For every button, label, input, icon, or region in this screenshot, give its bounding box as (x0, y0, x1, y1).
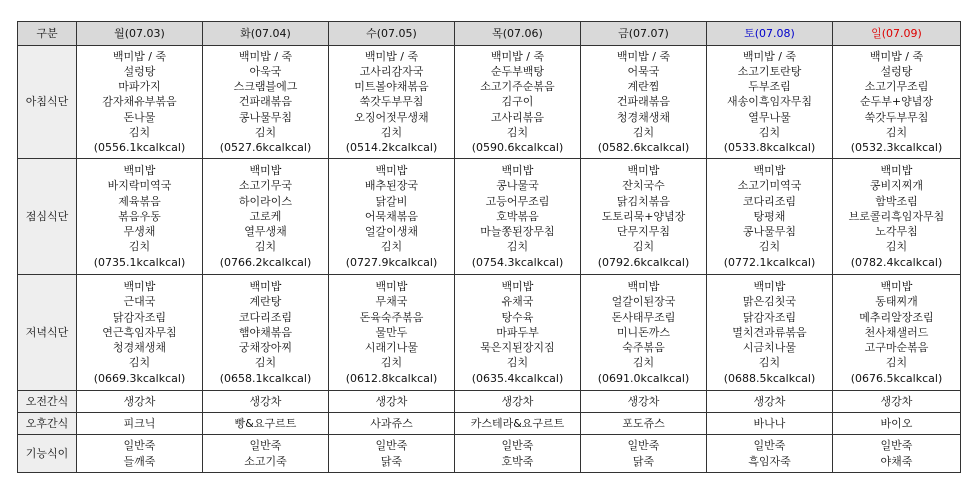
menu-item: 김치 (506, 240, 529, 254)
menu-item: 쑥갓두부무침 (359, 95, 424, 109)
menu-item: 일반죽 (249, 439, 282, 453)
menu-item: 메추리알장조림 (859, 310, 934, 324)
menu-cell (833, 275, 961, 391)
menu-item: (0688.5kcalkcal) (723, 371, 816, 385)
menu-cell (707, 46, 833, 159)
menu-item: 일반죽 (123, 439, 156, 453)
menu-item: 두부조림 (748, 80, 791, 94)
menu-item: 소고기주순볶음 (480, 80, 555, 94)
menu-item: 돈육숙주볶음 (359, 310, 424, 324)
menu-item: 백미밥 (880, 280, 913, 294)
row-label: 기능식이 (18, 435, 77, 473)
menu-item: 닭갈비 (375, 194, 408, 208)
menu-item: 김치 (254, 125, 277, 139)
menu-item: 함박조림 (875, 194, 918, 208)
menu-item: 소고기무조림 (864, 80, 929, 94)
menu-item: 물만두 (375, 325, 408, 339)
menu-cell (581, 391, 707, 413)
menu-item: 피크닉 (123, 416, 156, 430)
menu-item: (0635.4kcalkcal) (471, 371, 564, 385)
menu-item: 김치 (128, 125, 151, 139)
menu-cell (77, 435, 203, 473)
menu-cell (329, 159, 455, 275)
menu-item: 김치 (254, 240, 277, 254)
lunch-row (18, 159, 961, 275)
menu-cell (455, 413, 581, 435)
menu-item: 생강차 (501, 394, 534, 408)
menu-item: 백미밥 (501, 164, 534, 178)
menu-item: 김치 (632, 356, 655, 370)
menu-item: 무생채 (123, 225, 156, 239)
menu-cell (833, 46, 961, 159)
menu-item: 오징어젓무생채 (354, 110, 429, 124)
menu-item: 햄야채볶음 (238, 325, 293, 339)
menu-item: 생강차 (249, 394, 282, 408)
menu-item: 무채국 (375, 295, 408, 309)
menu-cell (707, 413, 833, 435)
menu-item: 들깨죽 (123, 454, 156, 468)
menu-item: 어묵국 (627, 64, 660, 78)
menu-item: 김치 (885, 356, 908, 370)
menu-cell (455, 46, 581, 159)
menu-cell (329, 435, 455, 473)
menu-item: 아욱국 (249, 64, 282, 78)
menu-item: 김치 (380, 125, 403, 139)
header-row (18, 22, 961, 46)
menu-item: 제육볶음 (118, 194, 161, 208)
menu-item: 백미밥 (375, 280, 408, 294)
menu-item: (0782.4kcalkcal) (850, 255, 943, 269)
menu-item: 동태찌개 (875, 295, 918, 309)
menu-item: 김치 (632, 240, 655, 254)
menu-item: 일반죽 (375, 439, 408, 453)
menu-cell (329, 391, 455, 413)
menu-item: 백미밥 / 죽 (616, 49, 671, 63)
menu-item: 순두부+양념장 (860, 95, 933, 109)
menu-item: 백미밥 (375, 164, 408, 178)
menu-item: 김치 (758, 125, 781, 139)
menu-item: 잔치국수 (622, 179, 665, 193)
menu-item: 고등어무조림 (485, 194, 550, 208)
special-diet-row (18, 435, 961, 473)
menu-item: 계란찜 (627, 80, 660, 94)
menu-item: 열무생채 (244, 225, 287, 239)
menu-item: 미트볼야채볶음 (354, 80, 429, 94)
menu-item: 백미밥 (753, 280, 786, 294)
menu-item: 고사리볶음 (490, 110, 545, 124)
menu-item: 일반죽 (880, 439, 913, 453)
menu-item: 콩비지찌개 (869, 179, 924, 193)
menu-item: 브로콜리흑임자무침 (848, 209, 945, 223)
menu-item: 설렁탕 (123, 64, 156, 78)
menu-item: 김치 (128, 240, 151, 254)
menu-item: 김치 (758, 356, 781, 370)
menu-item: 백미밥 (753, 164, 786, 178)
menu-item: (0533.8kcalkcal) (723, 141, 816, 154)
menu-item: 호박볶음 (496, 209, 539, 223)
menu-item: 시금치나물 (742, 341, 797, 355)
row-label: 오전간식 (18, 391, 77, 413)
menu-item: 소고기토란탕 (737, 64, 802, 78)
menu-item: 숙주볶음 (622, 341, 665, 355)
day-header-mon: 월(07.03) (77, 22, 203, 46)
menu-cell (581, 46, 707, 159)
menu-cell (455, 435, 581, 473)
menu-item: 호박죽 (501, 454, 534, 468)
menu-item: 마파두부 (496, 325, 539, 339)
menu-cell (833, 159, 961, 275)
menu-item: 소고기죽 (244, 454, 287, 468)
menu-item: 건파래볶음 (238, 95, 293, 109)
menu-cell (77, 275, 203, 391)
menu-item: 돈사태무조림 (611, 310, 676, 324)
menu-item: 사과쥬스 (370, 416, 413, 430)
menu-cell (581, 413, 707, 435)
menu-item: 백미밥 / 죽 (238, 49, 293, 63)
menu-item: 백미밥 / 죽 (112, 49, 167, 63)
menu-item: 콩나물국 (496, 179, 539, 193)
row-label: 아침식단 (18, 46, 77, 159)
menu-item: 김치 (632, 125, 655, 139)
menu-item: 백미밥 / 죽 (869, 49, 924, 63)
weekly-meal-table (17, 21, 961, 473)
menu-item: 김구이 (501, 95, 534, 109)
day-header-sat: 토(07.08) (707, 22, 833, 46)
menu-item: 김치 (128, 356, 151, 370)
menu-item: (0658.1kcalkcal) (219, 371, 312, 385)
menu-item: 멸치견과류볶음 (732, 325, 807, 339)
menu-item: 고로케 (249, 209, 282, 223)
menu-item: 소고기미역국 (737, 179, 802, 193)
menu-cell (455, 275, 581, 391)
menu-item: (0691.0kcalkcal) (597, 371, 690, 385)
menu-item: 코다리조림 (238, 310, 293, 324)
menu-item: 도토리묵+양념장 (601, 209, 686, 223)
menu-cell (203, 46, 329, 159)
menu-cell (77, 159, 203, 275)
menu-item: 김치 (506, 356, 529, 370)
menu-item: 천사채샐러드 (864, 325, 929, 339)
menu-item: 새송이흑임자무침 (726, 95, 812, 109)
menu-cell (707, 159, 833, 275)
breakfast-row (18, 46, 961, 159)
menu-item: 건파래볶음 (616, 95, 671, 109)
menu-item: 백미밥 (880, 164, 913, 178)
menu-item: 백미밥 (627, 164, 660, 178)
menu-item: 돈나물 (123, 110, 156, 124)
menu-item: 마파가지 (118, 80, 161, 94)
menu-item: 고사리감자국 (359, 64, 424, 78)
menu-item: 김치 (758, 240, 781, 254)
menu-item: 코다리조림 (742, 194, 797, 208)
menu-item: (0612.8kcalkcal) (345, 371, 438, 385)
menu-item: 감자채유부볶음 (102, 95, 177, 109)
menu-item: 김치 (380, 356, 403, 370)
menu-item: 시래기나물 (364, 341, 419, 355)
menu-item: 흑임자죽 (748, 454, 791, 468)
menu-item: (0676.5kcalkcal) (850, 371, 943, 385)
menu-cell (455, 159, 581, 275)
menu-item: 노각무침 (875, 225, 918, 239)
menu-item: 궁채장아찌 (238, 341, 293, 355)
menu-item: 설렁탕 (880, 64, 913, 78)
menu-cell (329, 413, 455, 435)
menu-item: 얼갈이된장국 (611, 295, 676, 309)
menu-item: 탕평채 (753, 209, 786, 223)
menu-item: 생강차 (753, 394, 786, 408)
menu-item: (0754.3kcalkcal) (471, 255, 564, 269)
menu-item: 백미밥 (123, 280, 156, 294)
menu-item: 닭김치볶음 (616, 194, 671, 208)
menu-item: (0766.2kcalkcal) (219, 255, 312, 269)
menu-item: 생강차 (627, 394, 660, 408)
menu-item: 닭죽 (380, 454, 403, 468)
menu-item: 쑥갓두부무침 (864, 110, 929, 124)
menu-cell (707, 435, 833, 473)
menu-item: 어묵채볶음 (364, 209, 419, 223)
menu-item: 카스테라&요구르트 (470, 416, 565, 430)
menu-item: 백미밥 (627, 280, 660, 294)
menu-item: 백미밥 (123, 164, 156, 178)
menu-item: 포도쥬스 (622, 416, 665, 430)
menu-item: 김치 (885, 125, 908, 139)
menu-item: 백미밥 / 죽 (742, 49, 797, 63)
menu-item: 순두부백탕 (490, 64, 545, 78)
menu-item: 연근흑임자무침 (102, 325, 177, 339)
menu-item: 탕수육 (501, 310, 534, 324)
menu-item: 닭감자조림 (742, 310, 797, 324)
menu-cell (203, 391, 329, 413)
menu-item: 생강차 (123, 394, 156, 408)
menu-cell (707, 275, 833, 391)
menu-item: 근대국 (123, 295, 156, 309)
menu-item: 김치 (885, 240, 908, 254)
day-header-wed: 수(07.05) (329, 22, 455, 46)
menu-cell (203, 275, 329, 391)
menu-item: 스크램블에그 (233, 80, 298, 94)
menu-item: 마늘쫑된장무침 (480, 225, 555, 239)
menu-item: (0735.1kcalkcal) (93, 255, 186, 269)
menu-cell (833, 413, 961, 435)
menu-item: (0772.1kcalkcal) (723, 255, 816, 269)
menu-item: (0590.6kcalkcal) (471, 141, 564, 154)
menu-item: 일반죽 (753, 439, 786, 453)
menu-cell (77, 46, 203, 159)
menu-item: 계란탕 (249, 295, 282, 309)
day-header-thu: 목(07.06) (455, 22, 581, 46)
meal-table-body (18, 46, 961, 473)
day-header-fri: 금(07.07) (581, 22, 707, 46)
menu-cell (455, 391, 581, 413)
menu-item: 볶음우동 (118, 209, 161, 223)
menu-item: 생강차 (375, 394, 408, 408)
menu-item: 닭감자조림 (112, 310, 167, 324)
meal-plan-container (17, 21, 961, 473)
menu-item: 빵&요구르트 (234, 416, 297, 430)
dinner-row (18, 275, 961, 391)
menu-item: 콩나물무침 (238, 110, 293, 124)
menu-item: 바이오 (880, 416, 913, 430)
menu-item: (0669.3kcalkcal) (93, 371, 186, 385)
menu-item: 유채국 (501, 295, 534, 309)
menu-item: 김치 (506, 125, 529, 139)
menu-item: 바나나 (753, 416, 786, 430)
menu-item: 야채죽 (880, 454, 913, 468)
menu-cell (833, 391, 961, 413)
day-header-sun: 일(07.09) (833, 22, 961, 46)
menu-item: 열무나물 (748, 110, 791, 124)
menu-cell (581, 435, 707, 473)
menu-cell (203, 435, 329, 473)
menu-item: (0527.6kcalkcal) (219, 141, 312, 154)
day-header-tue: 화(07.04) (203, 22, 329, 46)
menu-item: 일반죽 (627, 439, 660, 453)
menu-item: 김치 (380, 240, 403, 254)
menu-item: 소고기무국 (238, 179, 293, 193)
menu-item: 백미밥 / 죽 (364, 49, 419, 63)
menu-cell (203, 159, 329, 275)
menu-item: 고구마순볶음 (864, 341, 929, 355)
menu-item: 생강차 (880, 394, 913, 408)
menu-cell (329, 275, 455, 391)
menu-item: 백미밥 / 죽 (490, 49, 545, 63)
menu-item: 맑은김칫국 (742, 295, 797, 309)
row-label: 점심식단 (18, 159, 77, 275)
afternoon-snack-row (18, 413, 961, 435)
menu-item: 하이라이스 (238, 194, 293, 208)
menu-item: 단무지무침 (616, 225, 671, 239)
menu-cell (707, 391, 833, 413)
menu-item: 배추된장국 (364, 179, 419, 193)
menu-cell (77, 391, 203, 413)
header-corner: 구분 (18, 22, 77, 46)
menu-cell (833, 435, 961, 473)
menu-cell (581, 275, 707, 391)
menu-cell (77, 413, 203, 435)
menu-item: 바지락미역국 (107, 179, 172, 193)
menu-item: (0514.2kcalkcal) (345, 141, 438, 154)
menu-item: 얼갈이생채 (364, 225, 419, 239)
menu-item: 백미밥 (501, 280, 534, 294)
menu-item: 미니돈까스 (616, 325, 671, 339)
menu-item: (0582.6kcalkcal) (597, 141, 690, 154)
menu-item: 닭죽 (632, 454, 655, 468)
menu-item: 백미밥 (249, 280, 282, 294)
morning-snack-row (18, 391, 961, 413)
menu-item: (0532.3kcalkcal) (850, 141, 943, 154)
menu-item: 묵은지된장지짐 (480, 341, 555, 355)
menu-item: 청경채생채 (616, 110, 671, 124)
menu-item: 백미밥 (249, 164, 282, 178)
menu-item: (0792.6kcalkcal) (597, 255, 690, 269)
menu-item: (0727.9kcalkcal) (345, 255, 438, 269)
menu-item: 김치 (254, 356, 277, 370)
menu-item: 일반죽 (501, 439, 534, 453)
menu-item: 청경채생채 (112, 341, 167, 355)
menu-item: 콩나물무침 (742, 225, 797, 239)
menu-item: (0556.1kcalkcal) (93, 141, 186, 154)
menu-cell (329, 46, 455, 159)
menu-cell (203, 413, 329, 435)
row-label: 저녁식단 (18, 275, 77, 391)
row-label: 오후간식 (18, 413, 77, 435)
menu-cell (581, 159, 707, 275)
